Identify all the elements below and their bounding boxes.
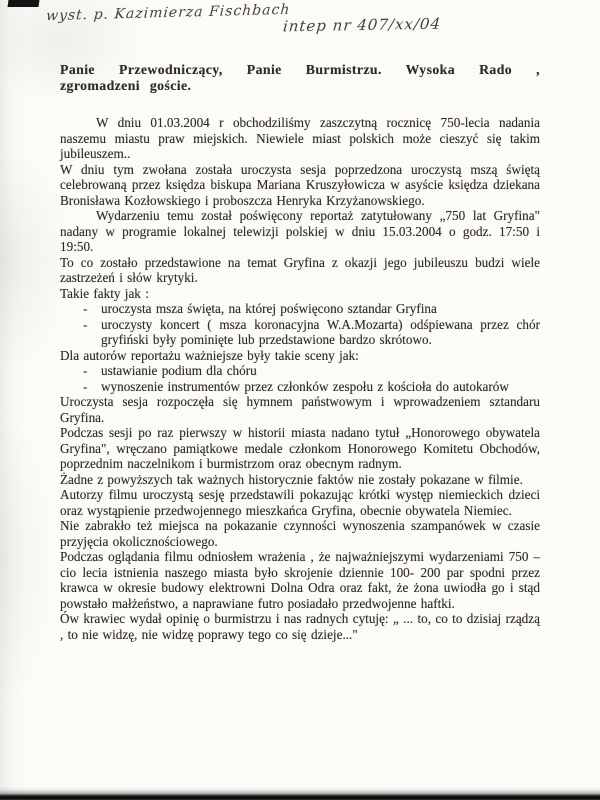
handwritten-reference-number: intep nr 407/xx/04	[282, 14, 442, 36]
document-body	[60, 62, 540, 642]
paragraph: To co zostało przedstawione na temat Gryfina z okazji jego jubileuszu budzi wiele zastrzeżeń i słów krytyki.	[60, 254, 540, 285]
scan-artifact-top-left	[8, 0, 40, 7]
bullet-text: ustawianie podium dla chóru	[101, 363, 257, 378]
bullet-text: uroczysta msza święta, na której poświęcono sztandar Gryfina	[101, 301, 437, 316]
bullet-dash: -	[83, 316, 88, 332]
bullet-item	[60, 317, 540, 348]
paragraph: Takie fakty jak :	[60, 285, 149, 301]
paragraph: Wydarzeniu temu został poświęcony reportaż zatytułowany „750 lat Gryfina" nadany w programie lokalnej telewizji polskiej w dniu 15.03.2004 o godz. 17:50 i 19:50.	[60, 208, 540, 254]
paragraph: Nie zabrakło też miejsca na pokazanie czynności wynoszenia szampanówek w czasie przyjęcia okolicznościowego.	[60, 518, 540, 549]
paragraph: W dniu 01.03.2004 r obchodziliśmy zaszczytną rocznicę 750-lecia nadania naszemu miastu praw miejskich. Niewiele miast polskich może cieszyć się takim jubileuszem..	[60, 115, 540, 161]
paragraph: Ów krawiec wydał opinię o burmistrzu i nas radnych cytuję: „ ... to, co to dzisiaj rządzą , to nie widzę, nie widzę poprawy tego co się dzieje..."	[60, 611, 540, 642]
bullet-item	[60, 301, 540, 317]
paragraph: Żadne z powyższych tak ważnych historycznie faktów nie zostały pokazane w filmie.	[60, 471, 523, 487]
salutation-heading: Panie Przewodniczący, Panie Burmistrzu. Wysoka Rado , zgromadzeni goście.	[60, 62, 540, 93]
paragraph: Podczas oglądania filmu odniosłem wrażenia , że najważniejszymi wydarzeniami 750 –cio lecia istnienia naszego miasta było skrojenie dziennie 100- 200 par spodni przez krawca w okresie budowy elektrowni Dolna Odra oraz fakt, że żona uwiodła go i stąd powstało małżeństwo, a naprawiane futro posiadało przedwojenne haftki.	[60, 549, 540, 611]
handwritten-author-note: wyst. p. Kazimierza Fischbach	[45, 1, 292, 25]
bullet-item	[60, 379, 540, 395]
paragraph: Autorzy filmu uroczystą sesję przedstawili pokazując krótki występ niemieckich dzieci oraz wystąpienie przedwojennego mieszkańca Gryfina, obecnie obywatela Niemiec.	[60, 487, 540, 518]
bullet-dash: -	[83, 301, 88, 316]
paragraph: Podczas sesji po raz pierwszy w historii miasta nadano tytuł „Honorowego obywatela Gryfina", wręczano pamiątkowe medale członkom Honorowego Komitetu Obchodów, poprzednim naczelnikom i burmistrzom oraz obecnym radnym.	[60, 425, 540, 471]
bullet-item	[60, 363, 540, 379]
scan-artifact-bottom-edge	[0, 786, 600, 800]
bullet-dash: -	[83, 378, 88, 394]
paragraph: Dla autorów reportażu ważniejsze były takie sceny jak:	[60, 347, 359, 363]
bullet-text: wynoszenie instrumentów przez członków zespołu z kościoła do autokarów	[101, 378, 509, 394]
paragraph: Uroczysta sesja rozpoczęła się hymnem państwowym i wprowadzeniem sztandaru Gryfina.	[60, 394, 540, 425]
paragraph: W dniu tym zwołana została uroczysta sesja poprzedzona uroczystą mszą świętą celebrowaną przez księdza biskupa Mariana Kruszyłowicza w asyście księdza dziekana Bronisława Kozłowskiego i proboszcza Henryka Krzyżanowskiego.	[60, 161, 540, 208]
bullet-dash: -	[83, 363, 88, 378]
bullet-text: uroczysty koncert ( msza koronacyjna W.A.Mozarta) odśpiewana przez chór gryfiński były pominięte lub przedstawione bardzo skrótowo.	[101, 316, 540, 347]
